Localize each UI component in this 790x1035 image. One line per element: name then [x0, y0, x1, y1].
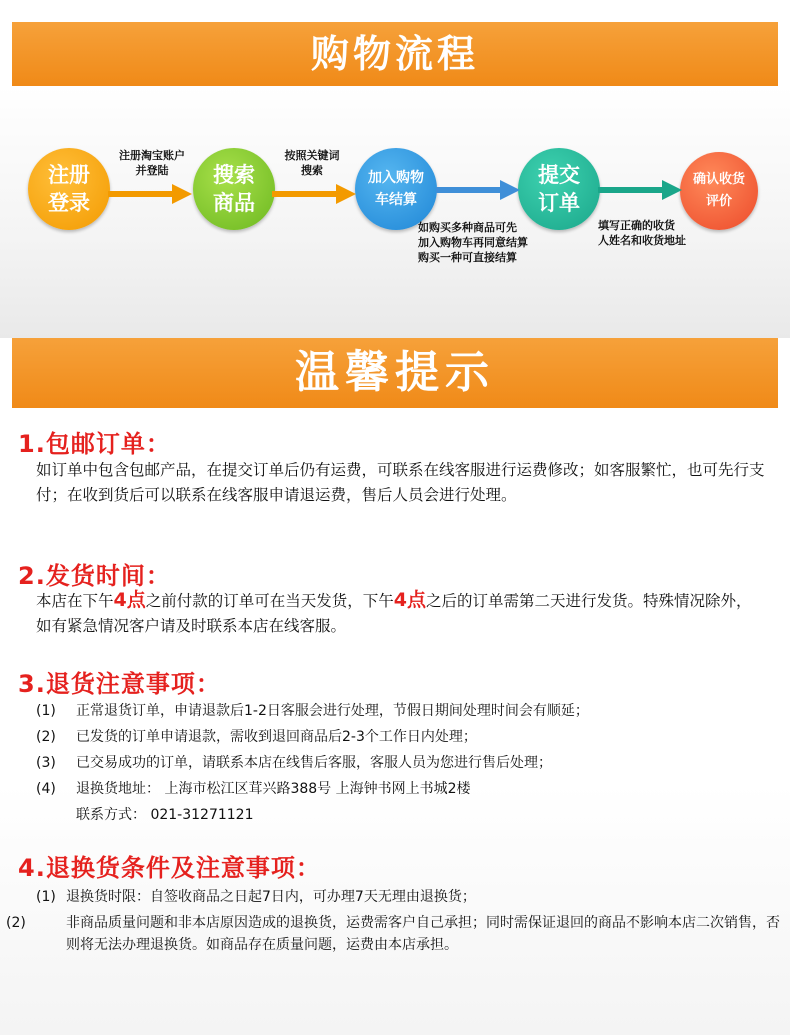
section-body: 如订单中包含包邮产品，在提交订单后仍有运费，可联系在线客服进行运费修改；如客服繁忙，也可先行支付；在收到货后可以联系在线客服申请退运费，售后人员会进行处理。 [36, 461, 765, 504]
step-label: 评价 [705, 194, 732, 209]
note-register [104, 148, 200, 178]
note-line: 注册淘宝账户 [119, 149, 185, 162]
section-title: 3.退货注意事项： [18, 670, 221, 698]
list-text: 退换货时限：自签收商品之日起7日内，可办理7天无理由退换货； [66, 889, 476, 905]
arrow-right-icon [272, 184, 356, 204]
step-label: 商品 [213, 191, 255, 215]
list-item [36, 886, 776, 908]
step-submit-order [518, 148, 600, 230]
note-line: 加入购物车再同意结算 [418, 236, 528, 249]
note-line: 如购买多种商品可先 [418, 221, 517, 234]
note-line: 人姓名和收货地址 [598, 234, 686, 247]
note-line: 并登陆 [135, 164, 169, 177]
highlight-time: 4点 [113, 589, 146, 611]
note-line: 填写正确的收货 [598, 219, 675, 232]
list-number: (4) [36, 781, 56, 797]
step-search-goods [193, 148, 275, 230]
text-run: 之后的订单需第二天进行发货。特殊情况除外，如有紧急情况客户请及时联系本店在线客服。 [36, 592, 752, 635]
section-title: 2.发货时间： [18, 562, 171, 590]
list-number: (1) [36, 703, 56, 719]
list-number: (1) [36, 889, 56, 905]
step-label: 车结算 [375, 192, 417, 208]
step-label: 加入购物 [368, 170, 424, 186]
highlight-time: 4点 [393, 589, 426, 611]
list-text: 正常退货订单，申请退款后1-2日客服会进行处理，节假日期间处理时间会有顺延； [76, 703, 589, 719]
note-line: 购买一种可直接结算 [418, 251, 517, 264]
list-item [36, 778, 471, 800]
arrow-right-icon [598, 180, 682, 200]
list-item [36, 726, 477, 748]
step-register-login [28, 148, 110, 230]
step-label: 确认收货 [692, 172, 745, 187]
list-number: (2) [6, 915, 26, 931]
step-label: 登录 [48, 191, 90, 215]
text-run: 本店在下午 [36, 592, 114, 610]
step-add-to-cart [355, 148, 437, 230]
arrow-right-icon [436, 180, 520, 200]
list-number: (2) [36, 729, 56, 745]
tips-header: 温馨提示 [12, 338, 778, 408]
note-line: 搜索 [301, 164, 323, 177]
shopping-process-header: 购物流程 [12, 22, 778, 86]
contact-info: 联系方式： 021-31271121 [76, 807, 254, 823]
step-label: 订单 [538, 191, 580, 215]
section-body [36, 588, 766, 639]
text-run: 之前付款的订单可在当天发货，下午 [145, 592, 394, 610]
step-label: 注册 [48, 163, 90, 187]
step-label: 搜索 [213, 163, 255, 187]
note-line: 按照关键词 [284, 149, 340, 162]
note-search [268, 148, 356, 178]
list-text: 非商品质量问题和非本店原因造成的退换货，运费需客户自己承担；同时需保证退回的商品不影响本店二次销售，否则将无法办理退换货。如商品存在质量问题，运费由本店承担。 [66, 915, 780, 953]
step-label: 提交 [538, 163, 580, 187]
list-text: 已交易成功的订单，请联系本店在线售后客服，客服人员为您进行售后处理； [76, 755, 552, 771]
list-text: 已发货的订单申请退款，需收到退回商品后2-3个工作日内处理； [76, 729, 477, 745]
section-title: 4.退换货条件及注意事项： [18, 854, 321, 882]
list-item [6, 912, 786, 956]
list-item [36, 752, 552, 774]
list-number: (3) [36, 755, 56, 771]
section-title: 1.包邮订单： [18, 430, 171, 458]
list-item [36, 700, 589, 722]
list-text: 退换货地址： 上海市松江区茸兴路388号 上海钟书网上书城2楼 [76, 781, 471, 797]
step-confirm-review [680, 152, 758, 230]
arrow-right-icon [108, 184, 192, 204]
note-cart [418, 220, 528, 265]
note-order [598, 218, 686, 248]
